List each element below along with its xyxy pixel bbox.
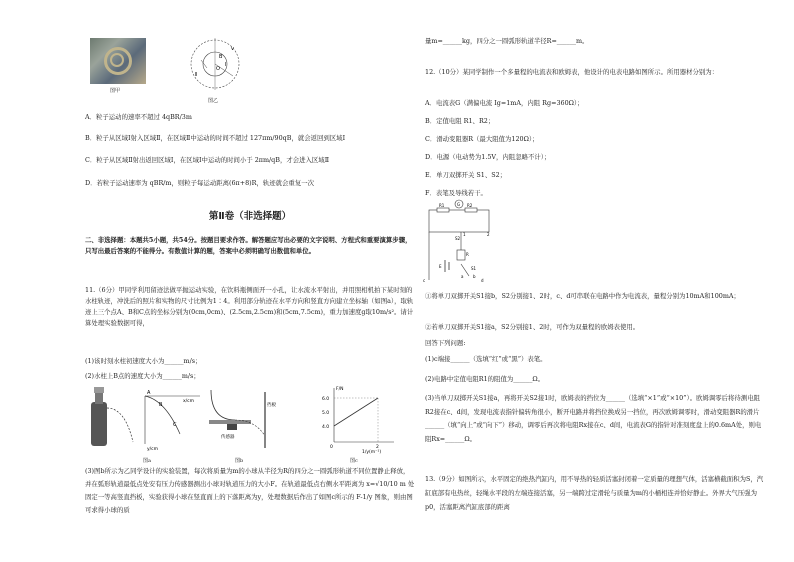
caption-jia: 图甲	[110, 88, 121, 94]
circuit-label-G: G	[457, 202, 461, 207]
item-a: A．电流表G（满偏电流 Ig=1mA，内阻 Rg=360Ω）；	[425, 99, 584, 107]
fig1-label-II: Ⅱ	[195, 72, 198, 78]
question-11: 11.（6分）甲同学利用留迹法做平抛运动实验，在饮料瓶侧面开一小孔，让水流水平射出，并用照相机拍下某时刻的水柱轨迹，冲洗后的照片和实物的尺寸比例为1∶4。利用部分轨迹在水平方向和竖直方向建立坐标轴（如图a），取轨迹上三个点A、B和C点的坐标分别为(0cm,0cm)、(2.5cm,2.5cm)和(5cm,7.5cm)，重力加速度g取10m/s²。请计算处理实验数据可得，	[85, 286, 414, 327]
answer-3: (3)当单刀双掷开关S1接a，再将开关S2接1时，欧姆表的挡位为______（选填“×1”或“×10”）。欧姆调零后将待测电阻R2接在c、d间，发现电流表指针偏转角很小，断开电路并将挡位换成另一挡位，再次欧姆调零时，滑动变阻器R的滑片______（填“向上”或“向下”）移动，调零后再次将电阻Rx接在c、d间，电流表G的指针对准刻度盘上的0.6mA处，则电阻Rx=______Ω。	[425, 394, 762, 443]
question-11-end: 量m=______kg，四分之一圆弧形轨道半径R=______m。	[425, 37, 589, 45]
circuit-label-E: E	[439, 264, 442, 269]
item-d: D．电源（电动势为1.5V，内阻忽略不计）；	[425, 153, 551, 161]
caption-yi: 图乙	[208, 98, 219, 104]
circuit-diagram	[421, 198, 501, 284]
fig1-label-O: O	[216, 66, 220, 72]
circuit-label-a: a	[461, 274, 464, 279]
item-e: E．单刀双掷开关 S1、S2；	[425, 171, 507, 179]
question-12-step2: ②若单刀双掷开关S1接a，S2分别接1、2时，可作为双量程的欧姆表使用。	[425, 323, 640, 331]
figa-label-x: x/cm	[183, 399, 195, 404]
circuit-label-S1: S1	[471, 266, 477, 271]
figc-label-2: 2	[376, 445, 379, 450]
circuit-label-R2: R2	[467, 203, 473, 208]
figure-a-bottle	[85, 382, 205, 454]
caption-c: 图c	[350, 458, 358, 464]
item-c: C．滑动变阻器R（最大阻值为120Ω）；	[425, 135, 539, 143]
figure-b-apparatus	[205, 382, 285, 454]
figb-label-sensor: 传感器	[221, 435, 235, 440]
figc-label-0: 0	[330, 445, 333, 450]
circuit-label-2: 2	[487, 232, 490, 237]
figc-label-4: 4.0	[322, 425, 330, 430]
question-11-part1: (1)该时刻水柱初速度大小为______m/s；	[85, 357, 202, 365]
circuit-label-S2: S2	[455, 236, 461, 241]
figb-label-board: 挡板	[267, 403, 276, 408]
magnet-photo	[90, 38, 146, 84]
option-d: D．若粒子运动速率为 qBR/m，则粒子每运动距离(6π+8)R，轨迹就会重复一次	[85, 179, 314, 187]
option-a: A．粒子运动的速率不超过 4qBR/3m	[85, 113, 192, 121]
question-13: 13.（9分）如图所示，水平固定的绝热汽缸内，用不导热的轻质活塞封闭着一定质量的理想气体，活塞横截面积为S，汽缸底部有电热丝，轻绳水平段的左端连接活塞，另一端跨过定滑轮与质量为m的小桶相连并恰好静止。外界大气压强为p0，活塞距离汽缸底部的距离	[425, 475, 764, 511]
item-b: B．定值电阻 R1、R2；	[425, 117, 495, 125]
fig1-label-v: v	[231, 46, 234, 52]
question-12: 12.（10分）某同学制作一个多量程的电流表和欧姆表，他设计的电表电路如图所示。所用器材分别为：	[425, 68, 719, 76]
figc-label-6: 6.0	[322, 397, 330, 402]
region-diagram	[185, 36, 245, 94]
option-c: C．粒子从区域Ⅱ射出返回区域Ⅰ，在区域Ⅰ中运动的时间小于 2πm/qB，才会进入区域Ⅱ	[85, 156, 330, 164]
question-11-part3: (3)图b所示为乙同学设计的实验装置，每次将质量为m的小球从半径为R的四分之一圆弧形轨道不同位置静止释放，并在弧形轨道最低点处安有压力传感器测出小球对轨道压力的大小F。在轨道最低点右侧水平距离为 x=√10/10 m 处固定一等高竖直挡板，实验获得小球在竖直面上的下落距离为y，处理数据后作出了如图c所示的 F-1/y 图象，则由图可求得小球的质	[85, 467, 415, 514]
fig1-label-I: Ⅰ	[225, 62, 227, 68]
answer-heading: 回答下列问题:	[425, 339, 466, 347]
figc-label-5: 5.0	[322, 411, 330, 416]
circuit-label-c: c	[423, 278, 426, 283]
circuit-label-1: 1	[463, 232, 466, 237]
question-12-step1: ①将单刀双掷开关S1接b，S2分别接1、2时，c、d可串联在电路中作为电流表，量程分别为10mA和100mA；	[425, 292, 740, 300]
figc-label-x: 1/y(m⁻¹)	[362, 450, 382, 454]
answer-1: (1)c端接______（选填“红”或“黑”）表笔。	[425, 355, 547, 363]
circuit-label-b: b	[473, 274, 476, 279]
option-b: B．粒子从区域Ⅰ射入区域Ⅱ，在区域Ⅱ中运动的时间不超过 127πm/90qB，就会返回到区域Ⅰ	[85, 134, 346, 142]
figc-label-F: F/N	[336, 387, 344, 392]
caption-b: 图b	[235, 458, 244, 464]
question-11-part2: (2)水柱上B点的速度大小为______m/s；	[85, 372, 200, 380]
answer-2: (2)电路中定值电阻R1的阻值为______Ω。	[425, 375, 545, 383]
section-intro: 二、非选择题：本题共5小题，共54分。按题目要求作答。解答题应写出必要的文字说明、方程式和重要演算步骤，只写出最后答案的不能得分。有数值计算的题，答案中必须明确写出数值和单位。	[85, 236, 412, 255]
circuit-label-d: d	[481, 278, 484, 283]
figa-label-A: A	[147, 390, 151, 396]
figa-label-B: B	[159, 402, 163, 408]
section-title: 第Ⅱ卷（非选择题）	[208, 211, 292, 222]
fig1-label-B: B	[219, 54, 223, 60]
item-f: F．表笔及导线若干。	[425, 189, 487, 197]
figure-c-graph	[320, 382, 400, 454]
figa-label-C: C	[173, 422, 177, 428]
circuit-label-R: R	[466, 252, 469, 257]
circuit-label-R1: R1	[439, 203, 445, 208]
figa-label-y: y/cm	[147, 447, 159, 452]
caption-a: 图a	[143, 458, 151, 464]
